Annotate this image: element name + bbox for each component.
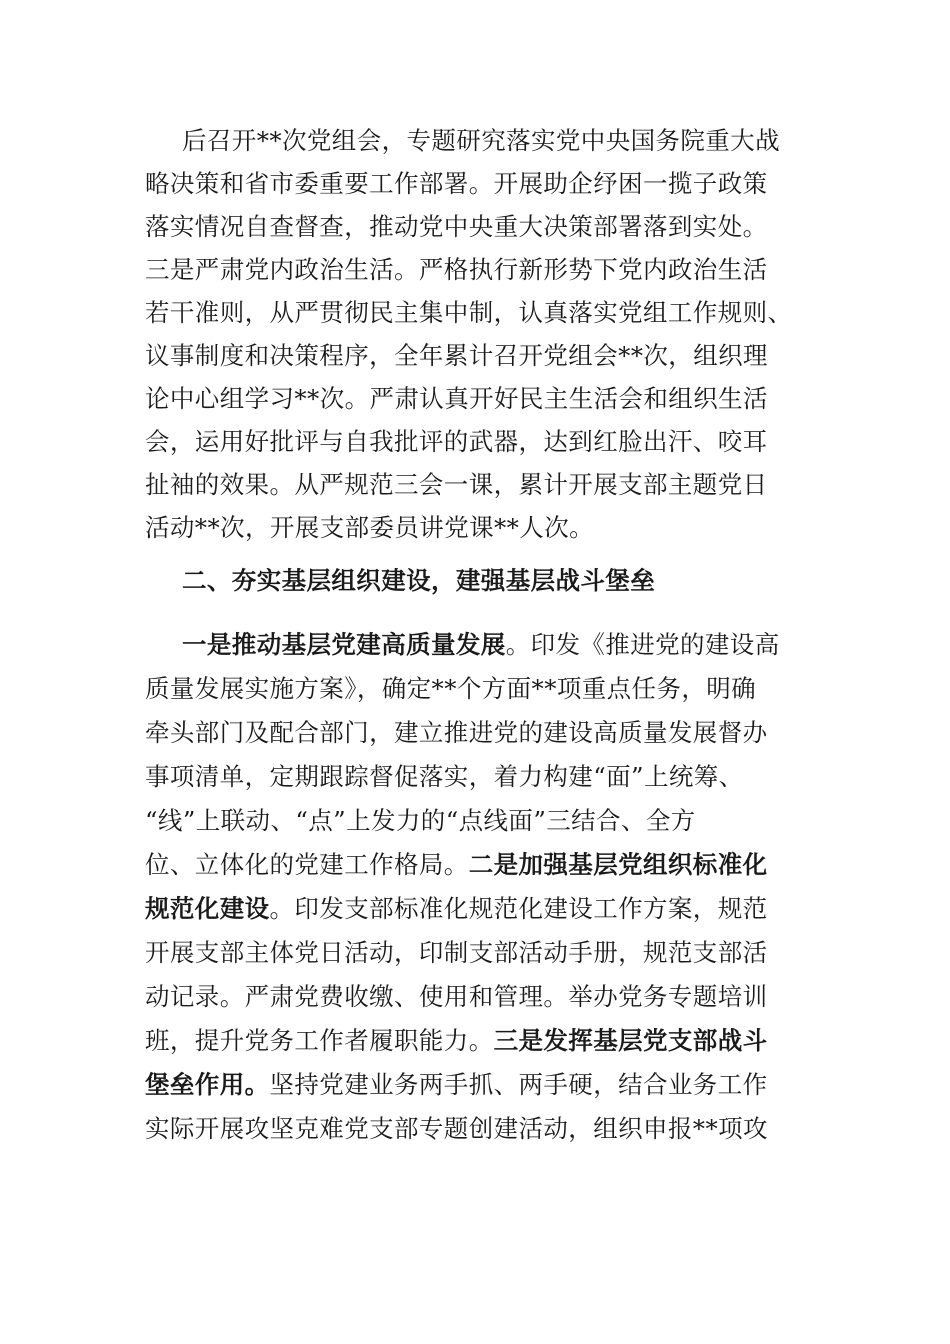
text-line: [182, 625, 804, 665]
section-heading: 二、夯实基层组织建设，建强基层战斗堡垒: [182, 566, 656, 595]
text-line: 若干准则，从严贯彻民主集中制，认真落实党组工作规则、: [145, 298, 793, 327]
text-line: 论中心组学习**次。严肃认真开好民主生活会和组织生活: [145, 384, 768, 413]
bold-lead: 一是推动基层党建高质量发展: [182, 630, 506, 659]
bold-lead: 二是加强基层党组织标准化: [468, 850, 768, 879]
text-line: [145, 1065, 805, 1105]
text-line: 质量发展实施方案》，确定**个方面**项重点任务，明确: [145, 674, 757, 703]
text-line: 动记录。严肃党费收缴、使用和管理。举办党务专题培训: [145, 982, 768, 1011]
text-run: 位、立体化的党建工作格局。: [145, 850, 469, 879]
text-run: 。印发支部标准化规范化建设工作方案，规范: [269, 894, 768, 923]
text-line: [145, 845, 805, 885]
text-run: 。印发《推进党的建设高: [505, 630, 780, 659]
text-line: 会，运用好批评与自我批评的武器，达到红脸出汗、咬耳: [145, 427, 768, 456]
text-line: 活动**次，开展支部委员讲党课**人次。: [145, 513, 594, 542]
text-line: [145, 1021, 805, 1061]
text-line: 略决策和省市委重要工作部署。开展助企纾困一揽子政策: [145, 169, 768, 198]
text-line: 后召开**次党组会，专题研究落实党中央国务院重大战: [182, 126, 780, 155]
text-line: “线”上联动、“点”上发力的“点线面”三结合、全方: [145, 806, 696, 835]
text-line: 开展支部主体党日活动，印制支部活动手册，规范支部活: [145, 938, 768, 967]
text-line: 三是严肃党内政治生活。严格执行新形势下党内政治生活: [145, 255, 768, 284]
text-run: 坚持党建业务两手抓、两手硬，结合业务工作: [269, 1070, 768, 1099]
bold-lead: 堡垒作用。: [145, 1070, 270, 1099]
text-line: 牵头部门及配合部门，建立推进党的建设高质量发展督办: [145, 718, 768, 747]
text-line: 议事制度和决策程序，全年累计召开党组会**次，组织理: [145, 341, 768, 370]
text-line: 落实情况自查督查，推动党中央重大决策部署落到实处。: [145, 212, 768, 241]
text-line: [145, 889, 805, 929]
text-line: 扯袖的效果。从严规范三会一课，累计开展支部主题党日: [145, 470, 768, 499]
bold-lead: 三是发挥基层党支部战斗: [493, 1026, 768, 1055]
text-line: 实际开展攻坚克难党支部专题创建活动，组织申报**项攻: [145, 1114, 768, 1143]
text-line: 事项清单，定期跟踪督促落实，着力构建“面”上统筹、: [145, 762, 744, 791]
bold-lead: 规范化建设: [145, 894, 270, 923]
text-run: 班，提升党务工作者履职能力。: [145, 1026, 494, 1055]
